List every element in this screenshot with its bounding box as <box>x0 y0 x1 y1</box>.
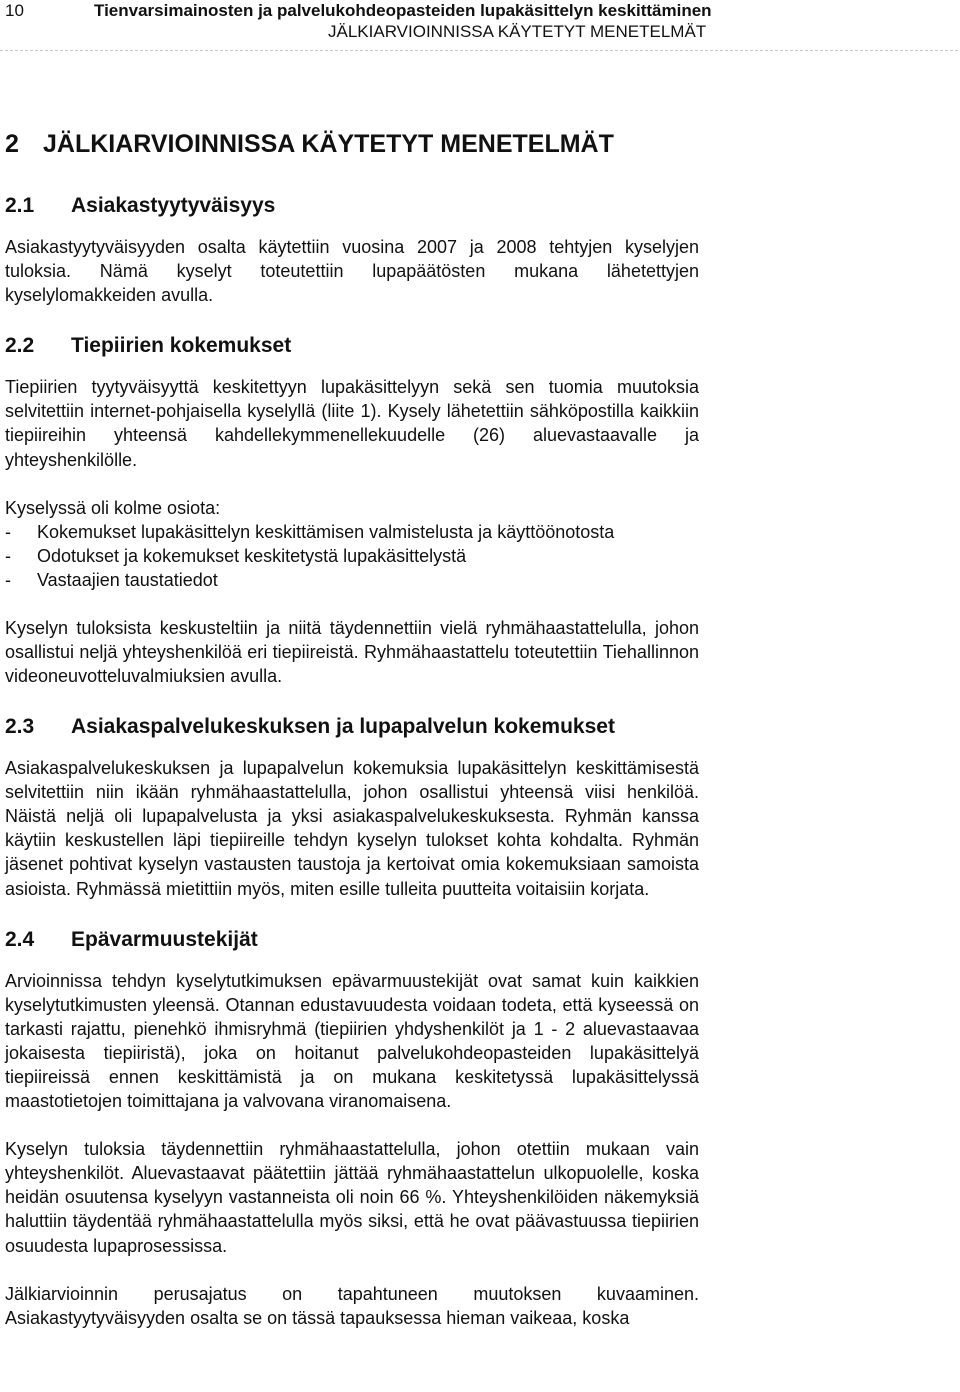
section-heading <box>5 712 699 742</box>
running-header-title: Tienvarsimainosten ja palvelukohdeopasteiden lupakäsittelyn keskittäminen <box>94 1 712 20</box>
page-body <box>5 128 699 1354</box>
paragraph: Asiakastyytyväisyyden osalta käytettiin vuosina 2007 ja 2008 tehtyjen kyselyjen tuloksia. Nämä kyselyt toteutettiin lupapäätösten mukana lähetettyjen kyselylomakkeiden avulla. <box>5 237 699 306</box>
section-number: 2.2 <box>5 334 35 358</box>
list-item: - Odotukset ja kokemukset keskitetystä lupakäsittelystä <box>5 544 699 568</box>
section-heading <box>5 925 699 955</box>
chapter-number: 2 <box>5 130 19 158</box>
section-number: 2.3 <box>5 715 35 739</box>
running-header-subtitle: JÄLKIARVIOINNISSA KÄYTETYT MENETELMÄT <box>328 22 707 41</box>
paragraph: Tiepiirien tyytyväisyyttä keskitettyyn lupakäsittelyyn sekä sen tuomia muutoksia selvitettiin internet-pohjaisella kyselyllä (liite 1). Kysely lähetettiin sähköpostilla kaikkiin tiepiireihin yhteensä kahdellekymmenellekuudelle (26) aluevastaavalle ja yhteyshenkilölle. <box>5 377 699 470</box>
section-title: Tiepiirien kokemukset <box>71 334 292 358</box>
paragraph: Asiakaspalvelukeskuksen ja lupapalvelun kokemuksia lupakäsittelyn keskittämisestä selvitettiin niin ikään ryhmähaastattelulla, johon osallistui yhteensä viisi henkilöä. Näistä neljä oli lupapalvelusta ja yksi asiakaspalvelukeskuksesta. Ryhmän kanssa käytiin keskustellen läpi tiepiireille tehdyn kyselyn tulokset kohta kohdalta. Ryhmän jäsenet pohtivat kyselyn vastausten taustoja ja kertoivat omia kokemuksiaan samoista asioista. Ryhmässä mietittiin myös, miten esille tulleita puutteita voitaisiin korjata. <box>5 758 699 899</box>
paragraph: Kyselyn tuloksia täydennettiin ryhmähaastattelulla, johon otettiin mukaan vain yhteyshenkilöt. Aluevastaavat päätettiin jättää ryhmähaastattelun ulkopuolelle, koska heidän osuutensa kyselyyn vastanneista oli noin 66 %. Yhteyshenkilöiden näkemyksiä haluttiin täydentää ryhmähaastattelulla myös siksi, että he ovat päävastuussa tiepiirien osuudesta lupaprosessissa. <box>5 1139 699 1256</box>
section-2-1 <box>5 191 699 307</box>
section-heading <box>5 191 699 221</box>
list-item: - Vastaajien taustatiedot <box>5 568 699 592</box>
list-item: - Kokemukset lupakäsittelyn keskittämisen valmistelusta ja käyttöönotosta <box>5 520 699 544</box>
page-number: 10 <box>5 1 24 20</box>
section-2-3 <box>5 712 699 901</box>
paragraph: Jälkiarvioinnin perusajatus on tapahtuneen muutoksen kuvaaminen. Asiakastyytyväisyyden osalta se on tässä tapauksessa hieman vaikeaa, koska <box>5 1283 699 1328</box>
section-title: Asiakaspalvelukeskuksen ja lupapalvelun kokemukset <box>71 715 615 739</box>
survey-parts-list <box>5 520 699 592</box>
section-2-4 <box>5 925 699 1330</box>
paragraph: Arvioinnissa tehdyn kyselytutkimuksen epävarmuustekijät ovat samat kuin kaikkien kyselytutkimusten yleensä. Otannan edustavuudesta voidaan todeta, että kyseessä on tarkasti rajattu, pienehkö ihmisryhmä (tiepiirien yhdyshenkilöt ja 1 - 2 aluevastaavaa jokaisesta tiepiiristä), joka on hoitanut palvelukohdeopasteiden lupakäsittelyä tiepiireissä ennen keskittämistä ja on mukana keskitetyssä lupakäsittelyssä maastotietojen toimittajana ja valvovana viranomaisena. <box>5 970 699 1112</box>
section-number: 2.1 <box>5 194 35 217</box>
section-title: Asiakastyytyväisyys <box>71 194 276 217</box>
section-number: 2.4 <box>5 927 35 951</box>
section-heading <box>5 331 699 361</box>
chapter-heading <box>5 128 699 161</box>
section-2-2 <box>5 331 699 688</box>
list-intro: Kyselyssä oli kolme osiota: <box>5 497 221 518</box>
header-divider <box>0 50 958 51</box>
section-title: Epävarmuustekijät <box>71 927 258 951</box>
chapter-title: JÄLKIARVIOINNISSA KÄYTETYT MENETELMÄT <box>43 130 614 158</box>
paragraph: Kyselyn tuloksista keskusteltiin ja niitä täydennettiin vielä ryhmähaastattelulla, johon osallistui neljä yhteyshenkilöä eri tiepiireistä. Ryhmähaastattelu toteutettiin Tiehallinnon videoneuvotteluvalmiuksien avulla. <box>5 617 699 686</box>
